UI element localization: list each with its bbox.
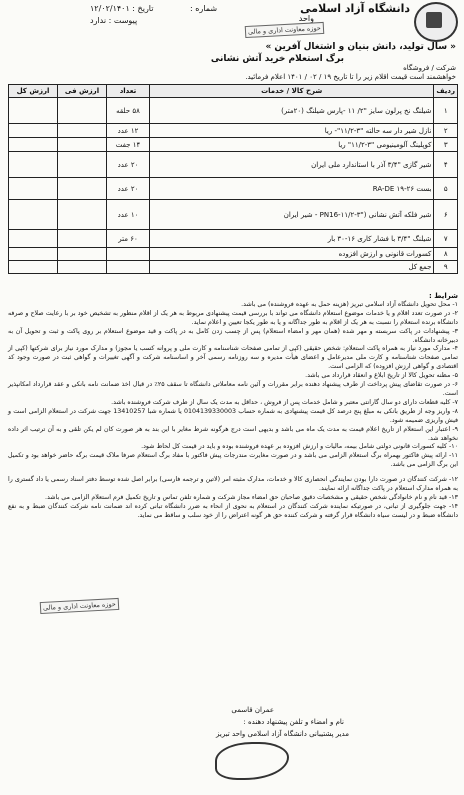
row-total-value [9,200,58,230]
term-item: ۱۰- کلیه کسورات قانونی دولتی شامل بیمه، مالیات و ارزش افزوده بر عهده فروشنده بوده و باید در قیمت کل لحاظ شود. [141,443,458,451]
col-quantity: تعداد [107,85,150,98]
row-quantity: ۱۴ جفت [107,138,150,152]
table-header-row [9,85,458,98]
row-description: بست RA-DE ۱۹-۲۶ [150,178,434,200]
table-row [9,178,458,200]
table-row [9,152,458,178]
table-row [9,248,458,261]
term-item: ۱- محل تحویل دانشگاه آزاد اسلامی تبریز (هزینه حمل به عهده فروشنده) می باشد. [241,300,458,308]
university-name: دانشگاه آزاد اسلامی [300,2,410,15]
row-total-value [9,138,58,152]
table-row [9,138,458,152]
row-total-value [9,261,58,274]
term-item: ۷- کلیه قطعات دارای دو سال گارانتی معتبر و شامل خدمات پس از فروش ، حداقل به مدت یک سال از طرف شرکت فروشنده باشد. [111,398,458,406]
office-stamp-2: حوزه معاونت اداری و مالی [40,598,119,614]
row-quantity: ۶۰ متر [107,230,150,248]
row-unit-value [58,152,107,178]
term-item: ۸- واریز وجه از طریق بانکی به مبلغ پنج درصد کل قیمت پیشنهادی به شماره حساب 0104139330003 یا شماره شبا 13410257 جهت شرکت در استعلام الزامی است و فیش واریزی ضمیمه شود. [8,407,459,424]
row-number: ۹ [434,261,458,274]
term-item: ۲- در صورت تعدد اقلام و یا خدمات موضوع استعلام دانشگاه می تواند با بررسی قیمت پیشنهادی مربوط به هر یک از اقلام منظور به تشخیص خود بر با رعایت صلاح و صرفه دانشگاه برنده استعلام را نسبت به هر یک از اقلام به طور جداگانه و یا به طور یکجا تعیین و اعلام نماید. [8,309,458,326]
row-unit-value [58,261,107,274]
signer-office: مدیر پشتیبانی دانشگاه آزاد اسلامی واحد تبریز [216,730,349,738]
row-unit-value [58,230,107,248]
row-number: ۳ [434,138,458,152]
table-row [9,261,458,274]
term-item: ۳- پیشنهادات در پاکت سربسته و مهر شده (همان مهر و امضاء استعلام) پس از چسب زدن کامل به در پاکت و قید موضوع استعلام بر روی پاکت و ثبت و تحویل آن به دبیرخانه دانشگاه. [8,327,458,344]
term-item: ۱۴- جهت جلوگیری از تبانی، در صورتیکه نماینده شرکت کنندگان در استعلام به نحوی از انحاء به ضرر دانشگاه تبانی کرده اند ضمانت نامه شرکت کنندگان ضبط و به نفع دانشگاه ضبط و در لیست سیاه دانشگاه قرار گرفته و شرکت کننده حق هر گونه اعتراض را از خود سلب و ساقط می نماید. [8,502,458,519]
row-total-value [9,248,58,261]
row-quantity [107,248,150,261]
year-salutation: « سال تولید، دانش بنیان و اشتغال آفرین » [265,42,456,52]
row-number: ۸ [434,248,458,261]
row-total-value [9,98,58,124]
row-description: جمع کل [150,261,434,274]
row-quantity: ۲۰ عدد [107,178,150,200]
table-row [9,98,458,124]
row-number: ۱ [434,98,458,124]
term-item: ۴- مدارک مورد نیاز به همراه پاکت استعلام: شخص حقیقی (کپی از تمامی صفحات شناسنامه و کارت ملی و پروانه کسب یا مجوز) و مدارک مورد نیاز برای شرکتها (کپی از تمامی صفحات شناسنامه و کارت ملی مدیرعامل و اعضای هیأت مدیره و سه روزنامه رسمی آخر و اساسنامه شرکت و آگهی تغییرات و گواهی ثبت در صورت وجود کد اقتصادی و گواهی ارزش افزوده) که الزامی است. [8,345,458,371]
col-total-value: ارزش کل [9,85,58,98]
row-total-value [9,124,58,138]
row-number: ۴ [434,152,458,178]
form-title: برگ استعلام خرید آتش نشانی [210,54,344,64]
table-row [9,200,458,230]
row-description: کسورات قانونی و ارزش افزوده [150,248,434,261]
signer-name: عمران قاسمی [231,706,274,714]
row-description: کوپلینگ آلومینیومی "۳-۱۱/۲" ریا [150,138,434,152]
term-item: ۶- در صورت تقاضای پیش پرداخت از طرف پیشنهاد دهنده برابر مقررات و آئین نامه معاملاتی دانشگاه تا سقف ۲۵٪ در قبال اخذ ضمانت نامه بانکی و عقد قرارداد امکانپذیر است. [8,381,458,397]
row-quantity [107,261,150,274]
row-quantity: ۱۰ عدد [107,200,150,230]
intro-company: شرکت / فروشگاه [403,64,456,72]
row-description: شیلنگ نخ پرلون سایز "۲/ ۱۱ -پارس شیلنگ (۲۰متر) [150,98,434,124]
university-logo-icon [414,2,458,42]
row-unit-value [58,200,107,230]
row-unit-value [58,124,107,138]
row-total-value [9,230,58,248]
items-table [8,84,458,274]
row-quantity: ۲۰ عدد [107,152,150,178]
term-item: ۹- اعتبار این استعلام از تاریخ اعلام قیمت به مدت یک ماه می باشد و بدیهی است درج هرگونه شرط مغایر با این بند به هر صورت کان لم یکن تلقی و به آن ترتیب اثر داده نخواهد شد. [8,425,458,442]
letter-date: تاریخ : ۱۲/۰۲/۱۴۰۱ [90,4,154,13]
col-description: شرح کالا / خدمات [150,85,434,98]
col-row-number: ردیف [434,85,458,98]
row-unit-value [58,248,107,261]
handwritten-signature-icon [215,742,289,780]
row-description: شیر فلکه آتش نشانی ("۳-۱۱/۲-PN16 - شیر ایران [150,200,434,230]
terms-heading: شرایط : [429,292,458,300]
row-number: ۵ [434,178,458,200]
office-stamp: حوزه معاونت اداری و مالی [245,22,324,38]
row-unit-value [58,98,107,124]
unit-name: واحد [298,14,314,23]
letter-attachment: پیوست : ندارد [90,16,138,25]
term-item: ۱۳- قید نام و نام خانوادگی شخص حقیقی و مشخصات دقیق صاحبان حق امضاء مجاز شرکت و شماره تلفن تماس و تاریخ تکمیل فرم استعلام الزامی می باشد. [45,493,458,501]
intro-request: خواهشمند است قیمت اقلام زیر را تا تاریخ ۱۹ / ۰۲ / ۱۴۰۱ اعلام فرمائید. [245,73,456,81]
table-row [9,124,458,138]
row-unit-value [58,138,107,152]
term-item: ۵- مظنه تحویل کالا از تاریخ ابلاغ و انعقاد قرارداد می باشد. [305,372,458,380]
terms-section [8,292,458,521]
row-description: شیلنگ "۳/۴ با فشار کاری ۱۶-۳۰ بار [150,230,434,248]
row-number: ۷ [434,230,458,248]
letter-number: شماره : [190,4,218,13]
row-quantity: ۵۸ حلقه [107,98,150,124]
bidder-signature-label: نام و امضاء و تلفن پیشنهاد دهنده : [243,718,344,726]
row-unit-value [58,178,107,200]
term-item: ۱۱- ارائه پیش فاکتور بهمراه برگ استعلام الزامی می باشد و در صورت مغایرت مندرجات پیش فاکتور با مفاد برگ استعلام صرفا ملاک قیمت برگه حاضر خواهد بود و تکمیل این برگ الزامی می باشد. [8,452,458,469]
row-total-value [9,178,58,200]
term-item: ۱۲- شرکت کنندگان در صورت دارا بودن نمایندگی انحصاری کالا و خدمات، مدارک مثبته امر (لاتین و ترجمه فارسی) برابر اصل شده توسط دفتر اسناد رسمی یا داد گستری را به همراه مدارک استعلام در پاکت جداگانه ارائه نمایند. [8,476,458,493]
row-description: شیر گازی "۳/۴ آذر با استاندارد ملی ایران [150,152,434,178]
table-row [9,230,458,248]
col-unit-value: ارزش فی [58,85,107,98]
row-quantity: ۱۲ عدد [107,124,150,138]
row-description: نازل شیر دار سه حالته "۳-۱۱/۲"- ریا [150,124,434,138]
row-number: ۶ [434,200,458,230]
row-total-value [9,152,58,178]
row-number: ۲ [434,124,458,138]
